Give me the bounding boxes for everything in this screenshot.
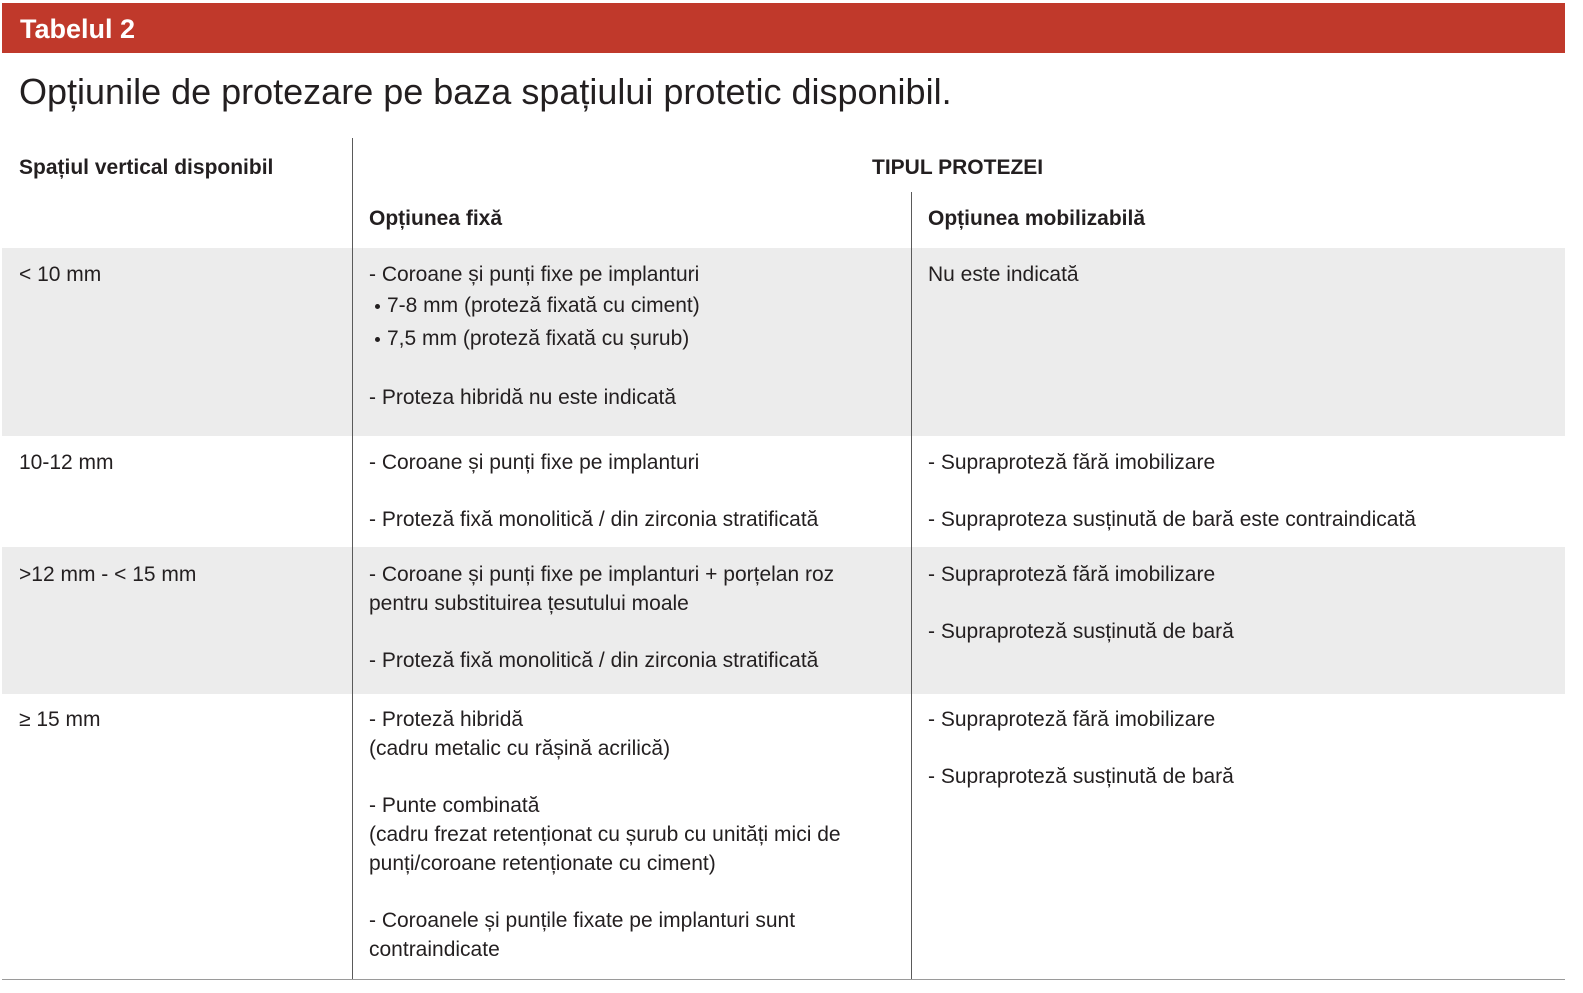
bullet-item: 7,5 mm (proteză fixată cu șurub) [369,322,700,355]
row-4-fixed [369,705,841,964]
row-4-space: ≥ 15 mm [19,708,101,731]
header-prosthesis-type: TIPUL PROTEZEI [872,156,1044,179]
list-item: - Proteză fixă monolitică / din zirconia stratificată [369,508,819,531]
column-divider-2 [911,192,912,980]
list-item: - Coroane și punți fixe pe implanturi [369,263,700,286]
list-item: (cadru frezat retenționat cu șurub cu unități mici de [369,823,841,846]
header-removable-option: Opțiunea mobilizabilă [928,207,1146,230]
row-3-space: >12 mm - < 15 mm [19,563,197,586]
list-item: - Supraproteză susținută de bară [928,620,1234,643]
list-item: - Coroane și punți fixe pe implanturi [369,451,700,474]
column-divider-1 [352,138,353,980]
row-3-fixed [369,560,834,675]
bullet-item: 7-8 mm (proteză fixată cu ciment) [369,289,700,322]
list-item: - Coroane și punți fixe pe implanturi + porțelan roz [369,563,835,586]
list-item: - Coroanele și punțile fixate pe implanturi sunt [369,909,796,932]
list-item: - Supraproteză susținută de bară [928,765,1234,788]
row-3-removable [928,560,1234,646]
list-item: - Supraproteză fără imobilizare [928,563,1216,586]
list-item: - Supraproteza susținută de bară este contraindicată [928,508,1416,531]
table-bottom-rule [2,979,1565,980]
list-item: - Proteza hibridă nu este indicată [369,386,677,409]
row-2-removable [928,448,1416,534]
row-2-fixed [369,448,818,534]
header-vertical-space: Spațiul vertical disponibil [19,156,274,179]
list-item: - Supraproteză fără imobilizare [928,451,1216,474]
header-fixed-option: Opțiunea fixă [369,207,503,230]
row-1-fixed [369,260,700,412]
table-title: Opțiunile de protezare pe baza spațiului protetic disponibil. [19,71,952,112]
row-1-space: < 10 mm [19,263,102,286]
list-item: punți/coroane retenționate cu ciment) [369,852,716,875]
list-item: - Proteză fixă monolitică / din zirconia stratificată [369,649,819,672]
table-banner [2,3,1565,53]
list-item: contraindicate [369,938,500,961]
list-item: pentru substituirea țesutului moale [369,592,689,615]
list-item: - Supraproteză fără imobilizare [928,708,1216,731]
list-item: (cadru metalic cu rășină acrilică) [369,737,671,760]
list-item: - Proteză hibridă [369,708,524,731]
row-4-removable [928,705,1234,791]
row-2-space: 10-12 mm [19,451,114,474]
row-1-removable: Nu este indicată [928,263,1079,286]
table-number: Tabelul 2 [20,14,136,44]
list-item: - Punte combinată [369,794,540,817]
row-shade-1 [2,248,1565,436]
